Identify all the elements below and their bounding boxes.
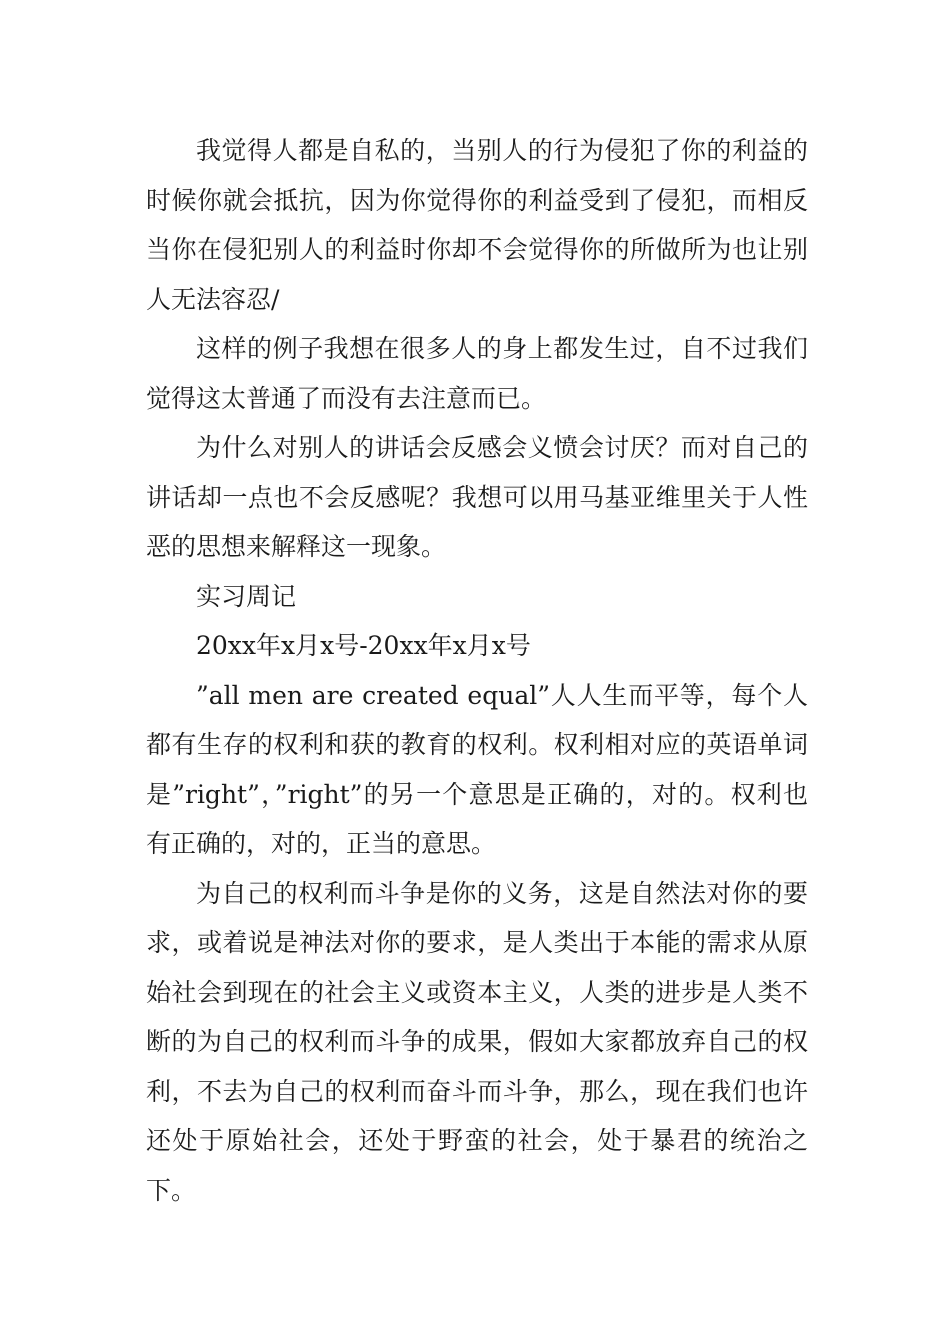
paragraph-examples: 这样的例子我想在很多人的身上都发生过，自不过我们觉得这太普通了而没有去注意而已。 [146,334,808,413]
paragraph-selfishness: 我觉得人都是自私的，当别人的行为侵犯了你的利益的时候你就会抵抗，因为你觉得你的利益受到了侵犯，而相反当你在侵犯别人的利益时你却不会觉得你的所做所为也让别人无法容忍/ [146,136,808,314]
section-heading: 实习周记 [196,581,297,611]
paragraph-question: 为什么对别人的讲话会反感会义愤会讨厌？而对自己的讲话却一点也不会反感呢？我想可以用马基亚维里关于人性恶的思想来解释这一现象。 [146,433,808,561]
document-body [146,126,808,1215]
date-range: 20xx年x月x号-20xx年x月x号 [196,631,531,660]
paragraph-equality: ”all men are created equal”人人生而平等，每个人都有生存的权利和获的教育的权利。权利相对应的英语单词是”right”，”right”的另一个意思是正确的，对的。权利也有正确的，对的，正当的意思。 [146,680,808,858]
paragraph-rights: 为自己的权利而斗争是你的义务，这是自然法对你的要求，或着说是神法对你的要求，是人类出于本能的需求从原始社会到现在的社会主义或资本主义，人类的进步是人类不断的为自己的权利而斗争的成果，假如大家都放弃自己的权利，不去为自己的权利而奋斗而斗争，那么，现在我们也许还处于原始社会，还处于野蛮的社会，处于暴君的统治之下。 [146,878,808,1205]
